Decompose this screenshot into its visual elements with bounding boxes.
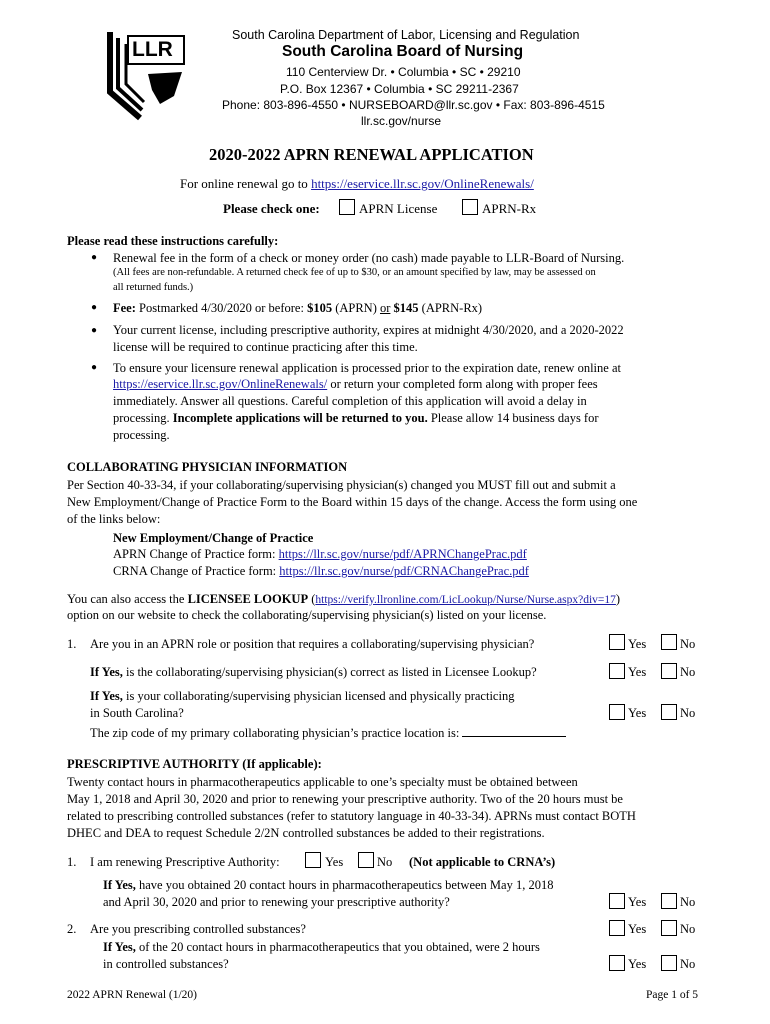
rx-q1: I am renewing Prescriptive Authority: <box>90 855 280 869</box>
crna-change-line: CRNA Change of Practice form: https://llr.sc.gov/nurse/pdf/CRNAChangePrac.pdf <box>113 564 529 578</box>
footer-page-number: Page 1 of 5 <box>646 989 699 1001</box>
collab-p2: New Employment/Change of Practice Form to the Board within 15 days of the change. Access the form using one <box>67 495 638 509</box>
instruction-online-4: processing. Incomplete applications will be returned to you. Please allow 14 business days for <box>113 411 599 425</box>
rx-q2-num: 2. <box>67 922 77 936</box>
no-label: No <box>680 922 696 936</box>
rx-q2-no-checkbox[interactable] <box>661 920 677 936</box>
instruction-fee-form: Renewal fee in the form of a check or money order (no cash) made payable to LLR-Board of Nursing. <box>113 251 625 265</box>
header-address2: P.O. Box 12367 • Columbia • SC 29211-2367 <box>280 82 519 96</box>
aprn-license-label: APRN License <box>359 201 438 216</box>
yes-label: Yes <box>628 957 647 971</box>
instruction-fee-note2: all returned funds.) <box>113 282 194 293</box>
rx-q2a-line2: in controlled substances? <box>103 957 229 971</box>
crna-change-link[interactable]: https://llr.sc.gov/nurse/pdf/CRNAChangePrac.pdf <box>279 564 529 578</box>
collab-q1-no-checkbox[interactable] <box>661 634 677 650</box>
header-website: llr.sc.gov/nurse <box>361 114 442 128</box>
rx-q1-yes-checkbox[interactable] <box>305 852 321 868</box>
collab-q1b-no-checkbox[interactable] <box>661 704 677 720</box>
aprn-rx-checkbox[interactable] <box>462 199 478 215</box>
instruction-online-5: processing. <box>113 428 170 442</box>
online-renewal-link[interactable]: https://eservice.llr.sc.gov/OnlineRenewals/ <box>311 176 534 191</box>
collab-q1a-no-checkbox[interactable] <box>661 663 677 679</box>
instruction-online-1: To ensure your licensure renewal application is processed prior to the expiration date, renew online at <box>113 361 621 375</box>
aprn-change-line: APRN Change of Practice form: https://llr.sc.gov/nurse/pdf/APRNChangePrac.pdf <box>113 547 527 561</box>
rx-p2: May 1, 2018 and April 30, 2020 and prior to renewing your prescriptive authority. Two of the 20 hours must be <box>67 792 623 806</box>
change-practice-heading: New Employment/Change of Practice <box>113 531 314 545</box>
yes-label: Yes <box>325 855 344 869</box>
footer-form-id: 2022 APRN Renewal (1/20) <box>67 989 198 1001</box>
rx-q2a-no-checkbox[interactable] <box>661 955 677 971</box>
zip-code-input[interactable] <box>462 724 566 737</box>
logo-text: LLR <box>132 38 173 61</box>
yes-label: Yes <box>628 922 647 936</box>
llr-logo <box>104 26 192 122</box>
aprn-change-link[interactable]: https://llr.sc.gov/nurse/pdf/APRNChangePrac.pdf <box>278 547 527 561</box>
rx-q2: Are you prescribing controlled substances? <box>90 922 306 936</box>
no-label: No <box>377 855 393 869</box>
collab-p3: of the links below: <box>67 512 161 526</box>
rx-q1-no-checkbox[interactable] <box>358 852 374 868</box>
collab-p1: Per Section 40-33-34, if your collaborating/supervising physician(s) changed you MUST fill out and submit a <box>67 478 616 492</box>
collab-q1a: If Yes, is the collaborating/supervising physician(s) correct as listed in Licensee Lookup? <box>90 665 537 679</box>
rx-q2a-line1: If Yes, of the 20 contact hours in pharmacotherapeutics that you obtained, were 2 hours <box>103 940 540 954</box>
instruction-fee-note1: (All fees are non-refundable. A returned check fee of up to $30, or an amount specified by law, may be assessed on <box>113 267 596 278</box>
check-one-label: Please check one: <box>223 201 320 216</box>
aprn-license-checkbox[interactable] <box>339 199 355 215</box>
no-label: No <box>680 706 696 720</box>
yes-label: Yes <box>628 637 647 651</box>
instruction-fee-amount: Fee: Postmarked 4/30/2020 or before: $105 (APRN) or $145 (APRN-Rx) <box>113 301 483 315</box>
lookup-line-1: You can also access the LICENSEE LOOKUP (https://verify.llronline.com/LicLookup/Nurse/Nurse.aspx?div=17) <box>67 592 621 606</box>
collab-q1a-yes-checkbox[interactable] <box>609 663 625 679</box>
bullet-icon: ● <box>91 362 98 373</box>
collab-q1b-line2: in South Carolina? <box>90 706 184 720</box>
rx-q1a-line1: If Yes, have you obtained 20 contact hours in pharmacotherapeutics between May 1, 2018 <box>103 878 554 892</box>
instructions-heading: Please read these instructions carefully: <box>67 234 279 248</box>
instruction-expire-1: Your current license, including prescriptive authority, expires at midnight 4/30/2020, and a 2020-2022 <box>113 323 624 337</box>
collab-q1b-line1: If Yes, is your collaborating/supervising physician licensed and physically practicing <box>90 689 515 703</box>
rx-q1a-no-checkbox[interactable] <box>661 893 677 909</box>
online-renewal-line: For online renewal go to https://eservice.llr.sc.gov/OnlineRenewals/ <box>180 176 534 191</box>
collab-q1-num: 1. <box>67 637 77 651</box>
collab-heading: COLLABORATING PHYSICIAN INFORMATION <box>67 460 348 474</box>
rx-q2a-yes-checkbox[interactable] <box>609 955 625 971</box>
eservice-link[interactable]: https://eservice.llr.sc.gov/OnlineRenewals/ <box>113 377 328 391</box>
header-address1: 110 Centerview Dr. • Columbia • SC • 29210 <box>286 65 521 79</box>
header-board: South Carolina Board of Nursing <box>282 43 524 60</box>
rx-q1a-line2: and April 30, 2020 and prior to renewing your prescriptive authority? <box>103 895 450 909</box>
licensee-lookup-link[interactable]: https://verify.llronline.com/LicLookup/Nurse/Nurse.aspx?div=17 <box>315 594 616 606</box>
page-title: 2020-2022 APRN RENEWAL APPLICATION <box>209 145 534 164</box>
no-label: No <box>680 895 696 909</box>
bullet-icon: ● <box>91 302 98 313</box>
rx-q1-not-applicable: (Not applicable to CRNA’s) <box>409 855 556 869</box>
header-contact: Phone: 803-896-4550 • NURSEBOARD@llr.sc.gov • Fax: 803-896-4515 <box>222 98 605 112</box>
instruction-online-2: https://eservice.llr.sc.gov/OnlineRenewals/ or return your completed form along with proper fees <box>113 377 598 391</box>
rx-p4: DHEC and DEA to request Schedule 2/2N controlled substances be added to their registrations. <box>67 826 545 840</box>
lookup-line-2: option on our website to check the collaborating/supervising physician(s) listed on your license. <box>67 608 547 622</box>
rx-heading: PRESCRIPTIVE AUTHORITY (If applicable): <box>67 757 322 771</box>
no-label: No <box>680 957 696 971</box>
collab-q1: Are you in an APRN role or position that requires a collaborating/supervising physician? <box>90 637 535 651</box>
yes-label: Yes <box>628 665 647 679</box>
zip-code-line: The zip code of my primary collaborating physician’s practice location is: <box>90 724 566 742</box>
rx-p3: related to prescribing controlled substances (refer to statutory language in 40-33-34). APRNs must contact BOTH <box>67 809 636 823</box>
rx-q1-num: 1. <box>67 855 77 869</box>
instruction-online-3: immediately. Answer all questions. Careful completion of this application will avoid a delay in <box>113 394 587 408</box>
yes-label: Yes <box>628 895 647 909</box>
aprn-rx-label: APRN-Rx <box>482 201 537 216</box>
bullet-icon: ● <box>91 325 98 336</box>
rx-q2-yes-checkbox[interactable] <box>609 920 625 936</box>
no-label: No <box>680 665 696 679</box>
bullet-icon: ● <box>91 252 98 263</box>
collab-q1b-yes-checkbox[interactable] <box>609 704 625 720</box>
instruction-expire-2: license will be required to continue practicing after this time. <box>113 340 418 354</box>
rx-p1: Twenty contact hours in pharmacotherapeutics applicable to one’s specialty must be obtained between <box>67 775 578 789</box>
header-dept: South Carolina Department of Labor, Licensing and Regulation <box>232 28 580 42</box>
rx-q1a-yes-checkbox[interactable] <box>609 893 625 909</box>
collab-q1-yes-checkbox[interactable] <box>609 634 625 650</box>
yes-label: Yes <box>628 706 647 720</box>
no-label: No <box>680 637 696 651</box>
